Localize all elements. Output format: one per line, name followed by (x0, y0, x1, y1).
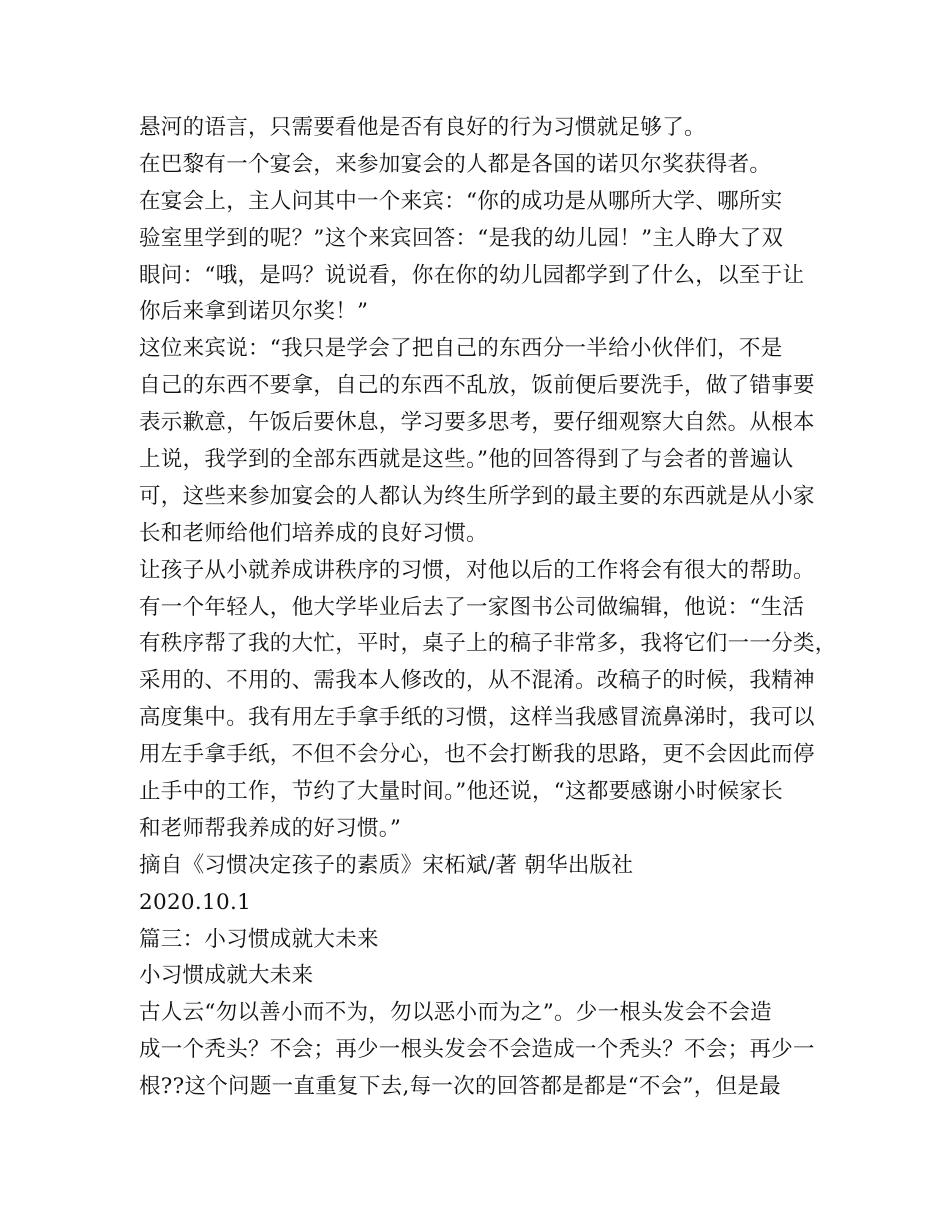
text-line: 根??这个问题一直重复下去,每一次的回答都是都是“不会”，但是最 (139, 1074, 781, 1100)
text-line: 验室里学到的呢？”这个来宾回答：“是我的幼儿园！”主人睁大了双 (139, 225, 784, 251)
text-line: 自己的东西不要拿，自己的东西不乱放，饭前便后要洗手，做了错事要 (139, 373, 815, 399)
text-line: 你后来拿到诺贝尔奖！” (139, 299, 369, 325)
text-line: 上说，我学到的全部东西就是这些。”他的回答得到了与会者的普遍认 (139, 447, 794, 473)
text-line: 让孩子从小就养成讲秩序的习惯，对他以后的工作将会有很大的帮助。 (139, 557, 815, 583)
text-line: 止手中的工作，节约了大量时间。”他还说，“这都要感谢小时候家长 (139, 779, 784, 805)
text-line: 和老师帮我养成的好习惯。” (139, 815, 402, 841)
text-line: 在宴会上，主人问其中一个来宾：“你的成功是从哪所大学、哪所实 (139, 188, 783, 214)
text-line: 成一个秃头？不会；再少一根头发会不会造成一个秃头？不会；再少一 (139, 1037, 815, 1063)
text-line: 在巴黎有一个宴会，来参加宴会的人都是各国的诺贝尔奖获得者。 (139, 151, 772, 177)
body-text (139, 110, 837, 1106)
text-line: 有一个年轻人，他大学毕业后去了一家图书公司做编辑，他说：“生活 (139, 594, 805, 620)
article-title: 小习惯成就大未来 (139, 963, 314, 989)
text-line: 采用的、不用的、需我本人修改的，从不混淆。改稿子的时候，我精神 (139, 668, 815, 694)
date-line: 2020.10.1 (139, 889, 252, 915)
section-heading: 篇三：小习惯成就大未来 (139, 926, 379, 952)
text-line: 这位来宾说：“我只是学会了把自己的东西分一半给小伙伴们，不是 (139, 336, 783, 362)
text-line: 长和老师给他们培养成的良好习惯。 (139, 520, 488, 546)
text-line: 有秩序帮了我的大忙，平时，桌子上的稿子非常多，我将它们一一分类， (139, 631, 837, 657)
text-line: 古人云“勿以善小而不为，勿以恶小而为之”。少一根头发会不会造 (139, 1000, 772, 1026)
text-line: 可，这些来参加宴会的人都认为终生所学到的最主要的东西就是从小家 (139, 483, 815, 509)
text-line: 悬河的语言，只需要看他是否有良好的行为习惯就足够了。 (139, 115, 706, 140)
text-line: 高度集中。我有用左手拿手纸的习惯，这样当我感冒流鼻涕时，我可以 (139, 705, 815, 731)
text-line: 眼问：“哦，是吗？说说看，你在你的幼儿园都学到了什么，以至于让 (139, 262, 805, 288)
text-line: 用左手拿手纸，不但不会分心，也不会打断我的思路，更不会因此而停 (139, 742, 815, 768)
text-line: 表示歉意，午饭后要休息，学习要多思考，要仔细观察大自然。从根本 (139, 410, 815, 436)
source-citation: 摘自《习惯决定孩子的素质》宋柘斌/著 朝华出版社 (139, 852, 634, 878)
